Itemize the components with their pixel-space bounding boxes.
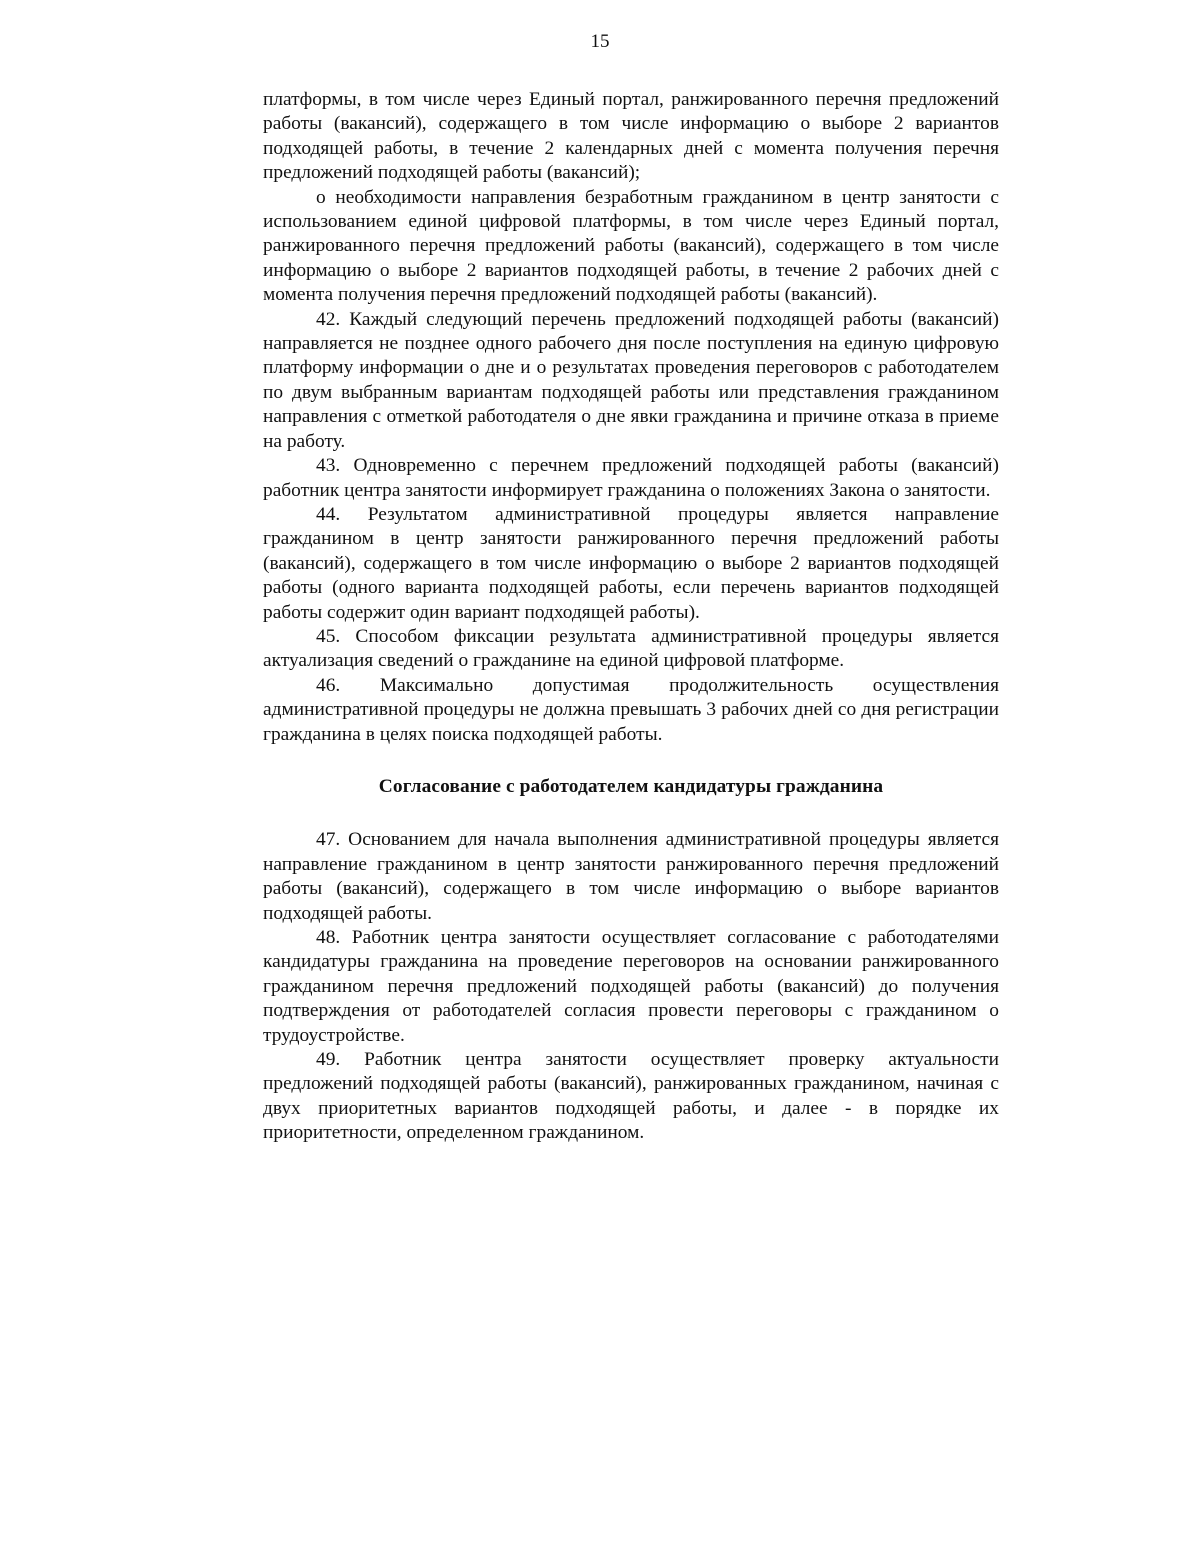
paragraph-49: 49. Работник центра занятости осуществляет проверку актуальности предложений подходящей работы (вакансий), ранжированных гражданином, начиная с двух приоритетных вариантов подходящей работы, и далее - в порядке их приоритетности, определенном гражданином. — [263, 1049, 999, 1144]
paragraph-48: 48. Работник центра занятости осуществляет согласование с работодателями кандидатуры гражданина на проведение переговоров на основании ранжированного гражданином перечня предложений подходящей работы (вакансий) до получения подтверждения от работодателей согласия провести переговоры с гражданином о трудоустройстве. — [263, 927, 999, 1046]
page-number: 15 — [590, 31, 610, 52]
paragraph-45: 45. Способом фиксации результата административной процедуры является актуализация сведений о гражданине на единой цифровой платформе. — [263, 625, 999, 672]
paragraph-46: 46. Максимально допустимая продолжительность осуществления административной процедуры не должна превышать 3 рабочих дней со дня регистрации гражданина в целях поиска подходящей работы. — [263, 674, 999, 745]
section-heading: Согласование с работодателем кандидатуры гражданина — [378, 775, 884, 797]
paragraph-43: 43. Одновременно с перечнем предложений подходящей работы (вакансий) работник центра занятости информирует гражданина о положениях Закона о занятости. — [263, 455, 999, 501]
paragraph-47: 47. Основанием для начала выполнения административной процедуры является направление гражданином в центр занятости ранжированного перечня предложений работы (вакансий), содержащего в том числе информацию о выборе вариантов подходящей работы. — [263, 829, 999, 924]
paragraph-continuation: платформы, в том числе через Единый портал, ранжированного перечня предложений работы (вакансий), содержащего в том числе информацию о выборе 2 вариантов подходящей работы, в течение 2 календарных дней с момента получения перечня предложений подходящей работы (вакансий); — [263, 89, 999, 184]
paragraph-44: 44. Результатом административной процедуры является направление гражданином в центр занятости ранжированного перечня предложений работы (вакансий), содержащего в том числе информацию о выборе 2 вариантов подходящей работы (одного варианта подходящей работы, если перечень вариантов подходящей работы содержит один вариант подходящей работы). — [263, 503, 999, 623]
paragraph: о необходимости направления безработным гражданином в центр занятости с использованием единой цифровой платформы, в том числе через Единый портал, ранжированного перечня предложений работы (вакансий), содержащего в том числе информацию о выборе 2 вариантов подходящей работы, в течение 2 рабочих дней с момента получения перечня предложений подходящей работы (вакансий). — [263, 186, 999, 306]
document-body — [263, 88, 999, 1146]
paragraph-42: 42. Каждый следующий перечень предложений подходящей работы (вакансий) направляется не позднее одного рабочего дня после поступления на единую цифровую платформу информации о дне и о результатах проведения переговоров с работодателем по двум выбранным вариантам подходящей работы или представления гражданином направления с отметкой работодателя о дне явки гражданина и причине отказа в приеме на работу. — [263, 308, 999, 452]
